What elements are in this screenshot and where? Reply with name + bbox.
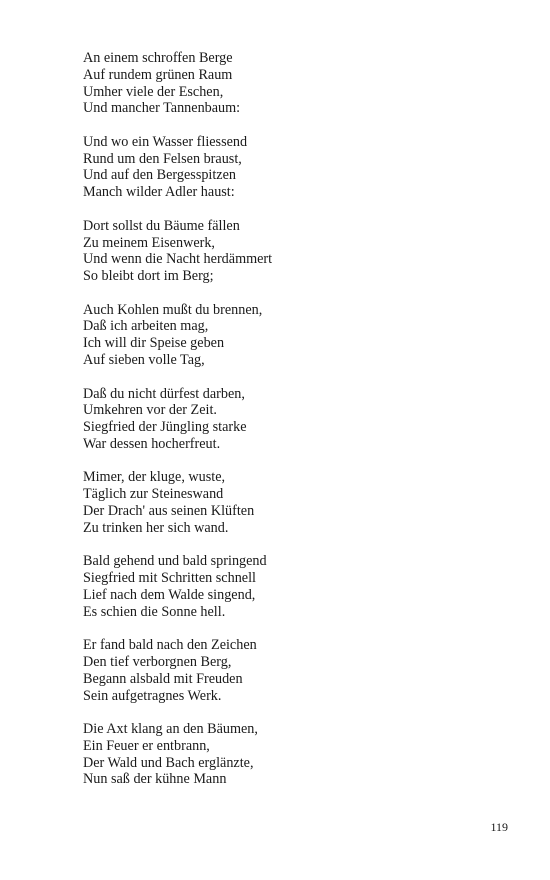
poem-line: Daß du nicht dürfest darben, xyxy=(83,385,245,402)
poem-line: Manch wilder Adler haust: xyxy=(83,184,235,201)
poem-line: Sein aufgetragnes Werk. xyxy=(83,687,222,704)
poem-line: Und auf den Bergesspitzen xyxy=(83,167,237,184)
poem-line: Ein Feuer er entbrann, xyxy=(83,737,210,754)
poem-line: Zu trinken her sich wand. xyxy=(83,519,229,536)
stanza-5 xyxy=(83,386,503,453)
poem-line: Die Axt klang an den Bäumen, xyxy=(83,721,258,737)
poem-line: Bald gehend und bald springend xyxy=(83,553,267,570)
poem-line: Siegfried der Jüngling starke xyxy=(83,419,247,436)
poem-line: Nun saß der kühne Mann xyxy=(83,771,227,788)
poem-body xyxy=(83,50,503,805)
stanza-3 xyxy=(83,218,503,285)
poem-line: Auch Kohlen mußt du brennen, xyxy=(83,301,263,318)
poem-line: An einem schroffen Berge xyxy=(83,50,233,66)
poem-line: Begann alsbald mit Freuden xyxy=(83,670,243,687)
page-number: 119 xyxy=(490,820,508,834)
stanza-8 xyxy=(83,637,503,704)
stanza-9 xyxy=(83,721,503,788)
poem-line: Lief nach dem Walde singend, xyxy=(83,586,256,603)
poem-line: Der Wald und Bach erglänzte, xyxy=(83,754,254,771)
poem-line: Zu meinem Eisenwerk, xyxy=(83,234,215,251)
poem-line: Täglich zur Steineswand xyxy=(83,486,224,503)
poem-line: Umher viele der Eschen, xyxy=(83,83,224,100)
poem-line: Siegfried mit Schritten schnell xyxy=(83,570,256,587)
poem-line: Auf rundem grünen Raum xyxy=(83,66,233,83)
stanza-7 xyxy=(83,553,503,620)
poem-line: Und wo ein Wasser fliessend xyxy=(83,133,248,150)
poem-line: Rund um den Felsen braust, xyxy=(83,150,242,167)
stanza-4 xyxy=(83,302,503,369)
poem-line: Auf sieben volle Tag, xyxy=(83,352,205,369)
stanza-6 xyxy=(83,469,503,536)
poem-line: War dessen hocherfreut. xyxy=(83,435,221,452)
stanza-2 xyxy=(83,134,503,201)
poem-line: Den tief verborgnen Berg, xyxy=(83,653,232,670)
poem-line: Ich will dir Speise geben xyxy=(83,335,225,352)
poem-line: Daß ich arbeiten mag, xyxy=(83,318,209,335)
poem-line: Es schien die Sonne hell. xyxy=(83,603,226,620)
poem-line: Er fand bald nach den Zeichen xyxy=(83,637,257,654)
poem-line: Umkehren vor der Zeit. xyxy=(83,402,217,419)
poem-line: Und wenn die Nacht herdämmert xyxy=(83,251,273,268)
poem-line: Und mancher Tannenbaum: xyxy=(83,100,241,117)
poem-line: So bleibt dort im Berg; xyxy=(83,268,214,285)
poem-line: Der Drach' aus seinen Klüften xyxy=(83,502,255,519)
stanza-1 xyxy=(83,50,503,117)
poem-line: Dort sollst du Bäume fällen xyxy=(83,217,240,234)
poem-line: Mimer, der kluge, wuste, xyxy=(83,469,226,486)
